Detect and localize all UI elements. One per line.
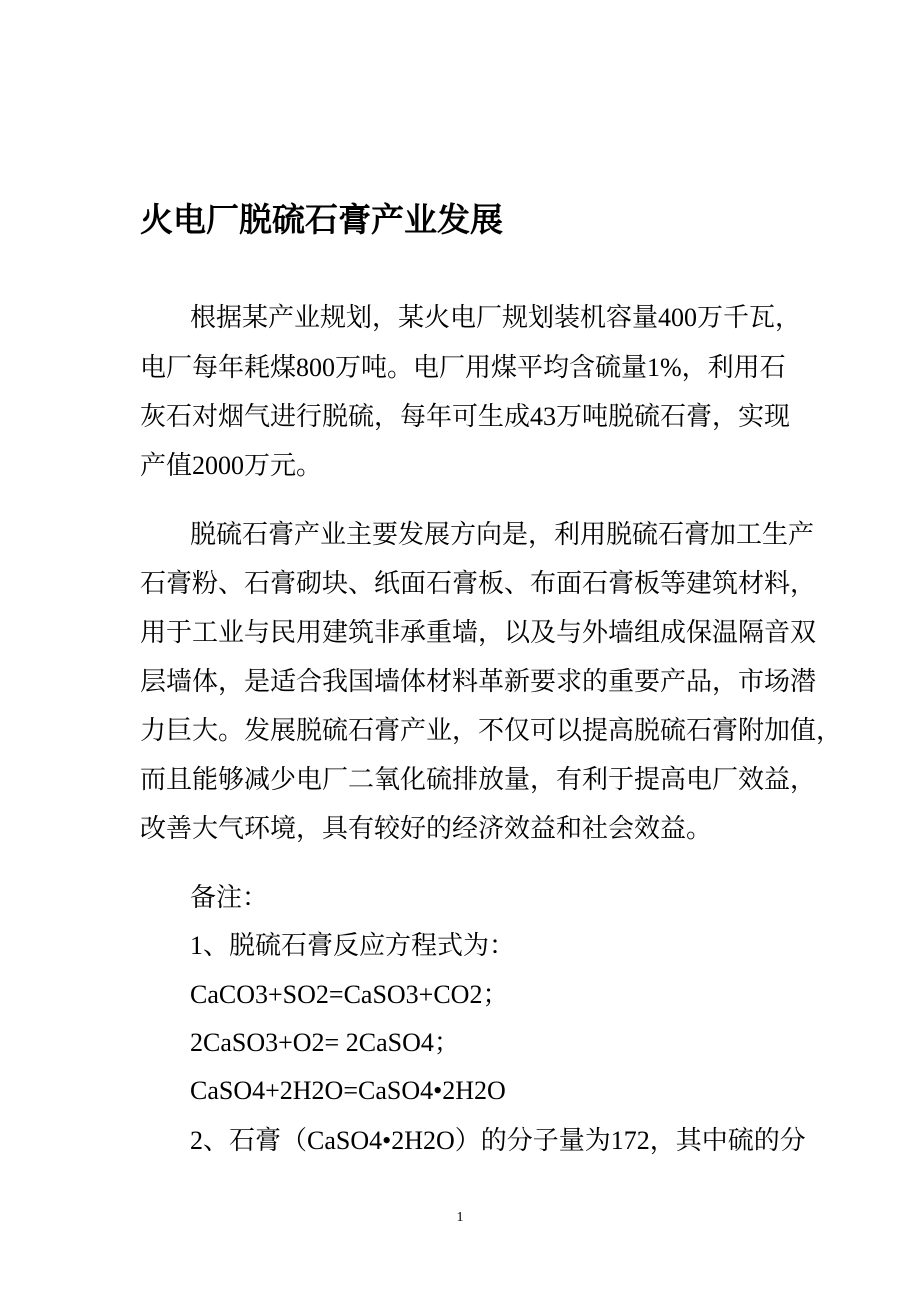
equation: CaSO4+2H2O=CaSO4•2H2O	[190, 1076, 506, 1105]
text-line: 根据某产业规划，某火电厂规划装机容量400万千瓦，	[190, 303, 802, 332]
equation: CaCO3+SO2=CaSO3+CO2；	[190, 980, 509, 1009]
text-line: 力巨大。发展脱硫石膏产业，不仅可以提高脱硫石膏附加值，	[140, 716, 843, 745]
equation: 2CaSO3+O2= 2CaSO4；	[190, 1028, 460, 1057]
page-number: 1	[456, 1210, 464, 1225]
note-item: 1、脱硫石膏反应方程式为：	[190, 931, 516, 960]
text-line: 改善大气环境，具有较好的经济效益和社会效益。	[140, 814, 713, 843]
text-line: 脱硫石膏产业主要发展方向是，利用脱硫石膏加工生产	[190, 520, 815, 549]
text-line: 石膏粉、石膏砌块、纸面石膏板、布面石膏板等建筑材料，	[140, 569, 817, 598]
text-line: 电厂每年耗煤800万吨。电厂用煤平均含硫量1%，利用石	[140, 353, 786, 382]
text-line: 产值2000万元。	[140, 451, 323, 480]
text-line: 而且能够减少电厂二氧化硫排放量，有利于提高电厂效益，	[140, 765, 817, 794]
note-item: 2、石膏（CaSO4•2H2O）的分子量为172，其中硫的分	[190, 1126, 806, 1155]
document-title: 火电厂脱硫石膏产业发展	[140, 203, 503, 239]
text-line: 用于工业与民用建筑非承重墙，以及与外墙组成保温隔音双	[140, 618, 817, 647]
text-line: 灰石对烟气进行脱硫，每年可生成43万吨脱硫石膏，实现	[140, 402, 791, 431]
text-line: 层墙体，是适合我国墙体材料革新要求的重要产品，市场潜	[140, 667, 817, 696]
notes-heading: 备注：	[190, 883, 269, 912]
